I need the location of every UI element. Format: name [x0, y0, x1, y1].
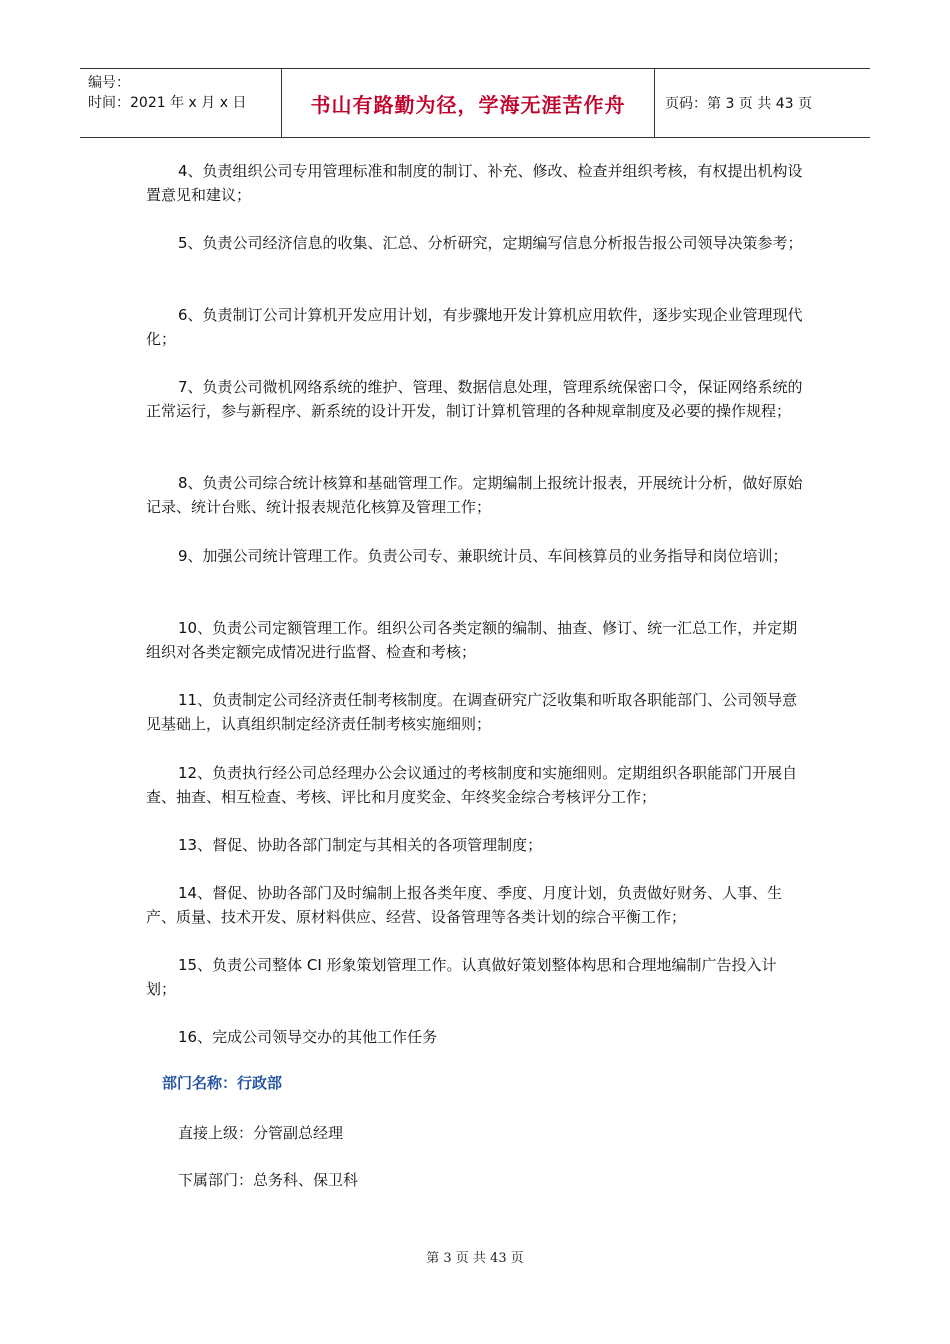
duty-item-5: 5、负责公司经济信息的收集、汇总、分析研究，定期编写信息分析报告报公司领导决策参考； [178, 234, 803, 252]
duty-item-9: 9、加强公司统计管理工作。负责公司专、兼职统计员、车间核算员的业务指导和岗位培训； [178, 547, 788, 565]
code-label: 编号： [88, 75, 130, 91]
subordinate-departments: 下属部门：总务科、保卫科 [178, 1171, 359, 1189]
header-page-label: 页码：第 3 页 共 43 页 [665, 96, 812, 112]
duty-item-13: 13、督促、协助各部门制定与其相关的各项管理制度； [178, 836, 543, 854]
page-header [80, 68, 870, 138]
header-motto: 书山有路勤为径，学海无涯苦作舟 [282, 69, 655, 137]
duty-item-8: 8、负责公司综合统计核算和基础管理工作。定期编制上报统计报表，开展统计分析，做好原始记录、统计台账、统计报表规范化核算及管理工作； [146, 474, 803, 516]
department-title: 部门名称：行政部 [162, 1074, 283, 1092]
duty-item-14: 14、督促、协助各部门及时编制上报各类年度、季度、月度计划，负责做好财务、人事、生产、质量、技术开发、原材料供应、经营、设备管理等各类计划的综合平衡工作； [146, 884, 783, 926]
time-label: 时间：2021 年 x 月 x 日 [88, 95, 247, 111]
duty-item-16: 16、完成公司领导交办的其他工作任务 [178, 1028, 438, 1046]
page-footer: 第 3 页 共 43 页 [426, 1251, 524, 1266]
duty-item-12: 12、负责执行经公司总经理办公会议通过的考核制度和实施细则。定期组织各职能部门开展自查、抽查、相互检查、考核、评比和月度奖金、年终奖金综合考核评分工作； [146, 764, 798, 806]
duty-item-11: 11、负责制定公司经济责任制考核制度。在调查研究广泛收集和听取各职能部门、公司领导意见基础上，认真组织制定经济责任制考核实施细则； [146, 691, 798, 733]
header-meta [80, 69, 282, 137]
duty-item-4: 4、负责组织公司专用管理标准和制度的制订、补充、修改、检查并组织考核，有权提出机构设置意见和建议； [146, 162, 803, 204]
direct-superior: 直接上级：分管副总经理 [178, 1124, 344, 1142]
duty-item-6: 6、负责制订公司计算机开发应用计划，有步骤地开发计算机应用软件，逐步实现企业管理现代化； [146, 306, 803, 348]
duty-item-15: 15、负责公司整体 CI 形象策划管理工作。认真做好策划整体构思和合理地编制广告投入计划； [146, 956, 777, 998]
duty-item-7: 7、负责公司微机网络系统的维护、管理、数据信息处理，管理系统保密口令，保证网络系统的正常运行，参与新程序、新系统的设计开发，制订计算机管理的各种规章制度及必要的操作规程； [146, 378, 803, 420]
duty-item-10: 10、负责公司定额管理工作。组织公司各类定额的编制、抽查、修订、统一汇总工作，并定期组织对各类定额完成情况进行监督、检查和考核； [146, 619, 798, 661]
